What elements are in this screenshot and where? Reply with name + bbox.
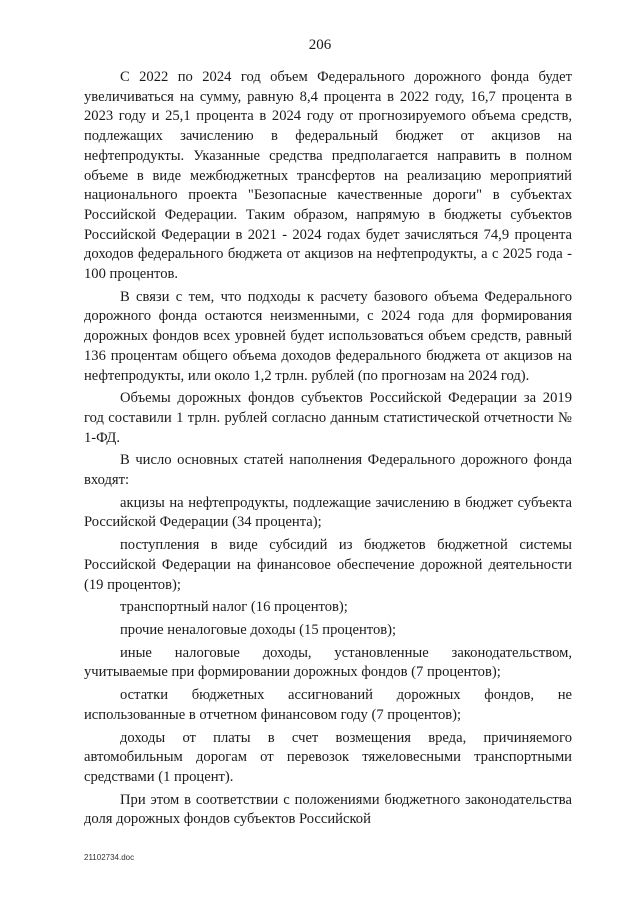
list-item-other-tax: иные налоговые доходы, установленные законодательством, учитываемые при формировании дорожных фондов (7 процентов); bbox=[84, 644, 572, 681]
list-item-transport-tax: транспортный налог (16 процентов); bbox=[120, 599, 348, 616]
paragraph-base-volume: В связи с тем, что подходы к расчету базового объема Федерального дорожного фонда остаются неизменными, с 2024 года для формирования дорожных фондов всех уровней будет использоваться объем средств, равный 136 процентам общего объема доходов федерального бюджета от акцизов на нефтепродукты, или около 1,2 трлн. рублей (по прогнозам на 2024 год). bbox=[84, 288, 572, 384]
paragraph-regional-funds: Объемы дорожных фондов субъектов Российской Федерации за 2019 год составили 1 трлн. рублей согласно данным статистической отчетности № 1-ФД. bbox=[84, 390, 572, 446]
document-body bbox=[84, 68, 572, 830]
list-item-balances: остатки бюджетных ассигнований дорожных фондов, не использованные в отчетном финансовом году (7 процентов); bbox=[84, 687, 572, 723]
paragraph-budget-law: При этом в соответствии с положениями бюджетного законодательства доля дорожных фондов субъектов Российской bbox=[84, 791, 572, 828]
list-item-damage-fees: доходы от платы в счет возмещения вреда, причиняемого автомобильным дорогам от перевозок тяжеловесными транспортными средствами (1 процент). bbox=[84, 729, 572, 785]
list-item-excise: акцизы на нефтепродукты, подлежащие зачислению в бюджет субъекта Российской Федерации (34 процента); bbox=[84, 494, 572, 531]
file-name-footer: 21102734.doc bbox=[84, 853, 135, 862]
page-number: 206 bbox=[308, 37, 332, 53]
list-item-non-tax: прочие неналоговые доходы (15 процентов); bbox=[120, 621, 397, 638]
list-item-subsidies: поступления в виде субсидий из бюджетов бюджетной системы Российской Федерации на финансовое обеспечение дорожной деятельности (19 процентов); bbox=[84, 537, 572, 593]
paragraph-road-fund-growth: С 2022 по 2024 год объем Федерального дорожного фонда будет увеличиваться на сумму, равную 8,4 процента в 2022 году, 16,7 процента в 2023 году и 25,1 процента в 2024 году от прогнозируемого объема средств, подлежащих зачислению в федеральный бюджет от акцизов на нефтепродукты. Указанные средства предполагается направить в полном объеме в виде межбюджетных трансфертов на реализацию мероприятий национального проекта "Безопасные качественные дороги" в субъектах Российской Федерации. Таким образом, напрямую в бюджеты субъектов Российской Федерации в 2021 - 2024 годах будет зачисляться 74,9 процента доходов федерального бюджета от акцизов на нефтепродукты, а с 2025 года - 100 процентов. bbox=[84, 69, 572, 283]
paragraph-main-sources-intro: В число основных статей наполнения Федерального дорожного фонда входят: bbox=[84, 452, 572, 489]
